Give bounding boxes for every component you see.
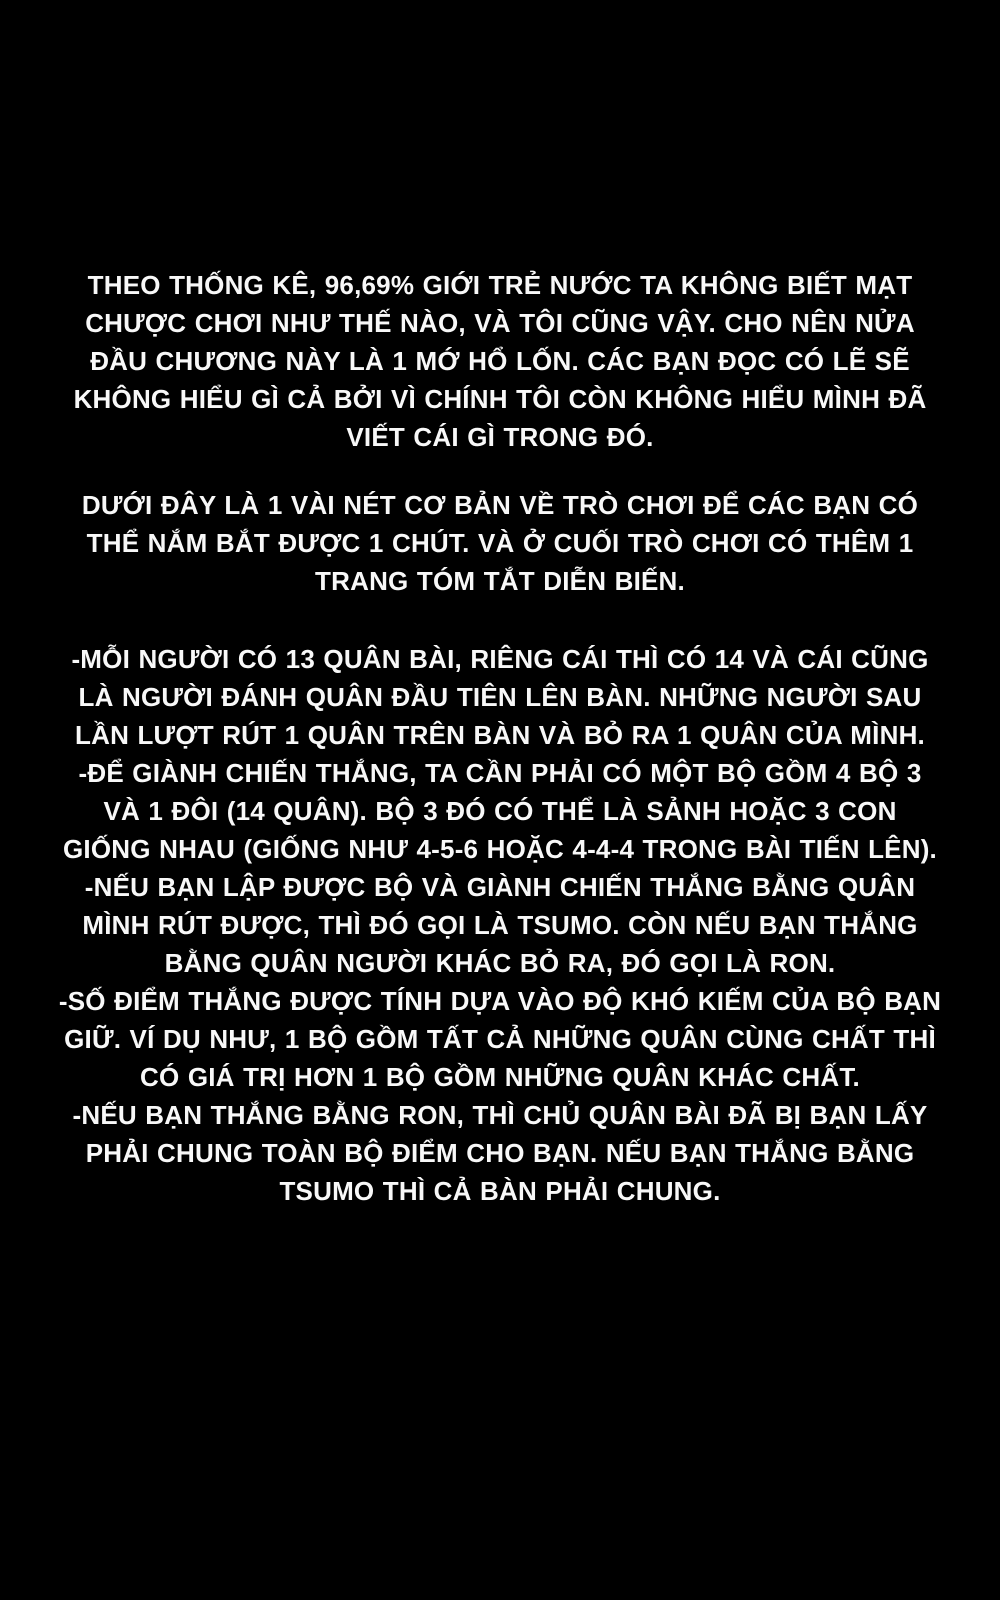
rule-item-winning-hand: -ĐỂ GIÀNH CHIẾN THẮNG, TA CẦN PHẢI CÓ MỘT BỘ GỒM 4 BỘ 3 VÀ 1 ĐÔI (14 QUÂN). BỘ 3 ĐÓ CÓ THỂ LÀ SẢNH HOẶC 3 CON GIỐNG NHAU (GIỐNG NHƯ 4-5-6 HOẶC 4-4-4 TRONG BÀI TIẾN LÊN).: [63, 758, 937, 864]
rule-item-scoring: -SỐ ĐIỂM THẮNG ĐƯỢC TÍNH DỰA VÀO ĐỘ KHÓ KIẾM CỦA BỘ BẠN GIỮ. VÍ DỤ NHƯ, 1 BỘ GỒM TẤT CẢ NHỮNG QUÂN CÙNG CHẤT THÌ CÓ GIÁ TRỊ HƠN 1 BỘ GỒM NHỮNG QUÂN KHÁC CHẤT.: [58, 986, 942, 1092]
rule-item-tsumo-ron: -NẾU BẠN LẬP ĐƯỢC BỘ VÀ GIÀNH CHIẾN THẮNG BẰNG QUÂN MÌNH RÚT ĐƯỢC, THÌ ĐÓ GỌI LÀ TSUMO. CÒN NẾU BẠN THẮNG BẰNG QUÂN NGƯỜI KHÁC BỎ RA, ĐÓ GỌI LÀ RON.: [82, 872, 918, 978]
rule-item-payment: -NẾU BẠN THẮNG BẰNG RON, THÌ CHỦ QUÂN BÀI ĐÃ BỊ BẠN LẤY PHẢI CHUNG TOÀN BỘ ĐIỂM CHO BẠN. NẾU BẠN THẮNG BẰNG TSUMO THÌ CẢ BÀN PHẢI CHUNG.: [72, 1100, 928, 1206]
rules-list: [58, 640, 942, 1210]
rule-item-tiles: -MỖI NGƯỜI CÓ 13 QUÂN BÀI, RIÊNG CÁI THÌ CÓ 14 VÀ CÁI CŨNG LÀ NGƯỜI ĐÁNH QUÂN ĐẦU TIÊN LÊN BÀN. NHỮNG NGƯỜI SAU LẦN LƯỢT RÚT 1 QUÂN TRÊN BÀN VÀ BỎ RA 1 QUÂN CỦA MÌNH.: [71, 644, 929, 750]
intro-paragraph-statistics: THEO THỐNG KÊ, 96,69% GIỚI TRẺ NƯỚC TA KHÔNG BIẾT MẠT CHƯỢC CHƠI NHƯ THẾ NÀO, VÀ TÔI CŨNG VẬY. CHO NÊN NỬA ĐẦU CHƯƠNG NÀY LÀ 1 MỚ HỔ LỐN. CÁC BẠN ĐỌC CÓ LẼ SẼ KHÔNG HIỂU GÌ CẢ BỞI VÌ CHÍNH TÔI CÒN KHÔNG HIỂU MÌNH ĐÃ VIẾT CÁI GÌ TRONG ĐÓ.: [73, 270, 927, 452]
translator-note-text: [58, 266, 942, 1210]
intro-paragraph-overview: DƯỚI ĐÂY LÀ 1 VÀI NÉT CƠ BẢN VỀ TRÒ CHƠI ĐỂ CÁC BẠN CÓ THỂ NẮM BẮT ĐƯỢC 1 CHÚT. VÀ Ở CUỐI TRÒ CHƠI CÓ THÊM 1 TRANG TÓM TẮT DIỄN BIẾN.: [81, 490, 919, 596]
